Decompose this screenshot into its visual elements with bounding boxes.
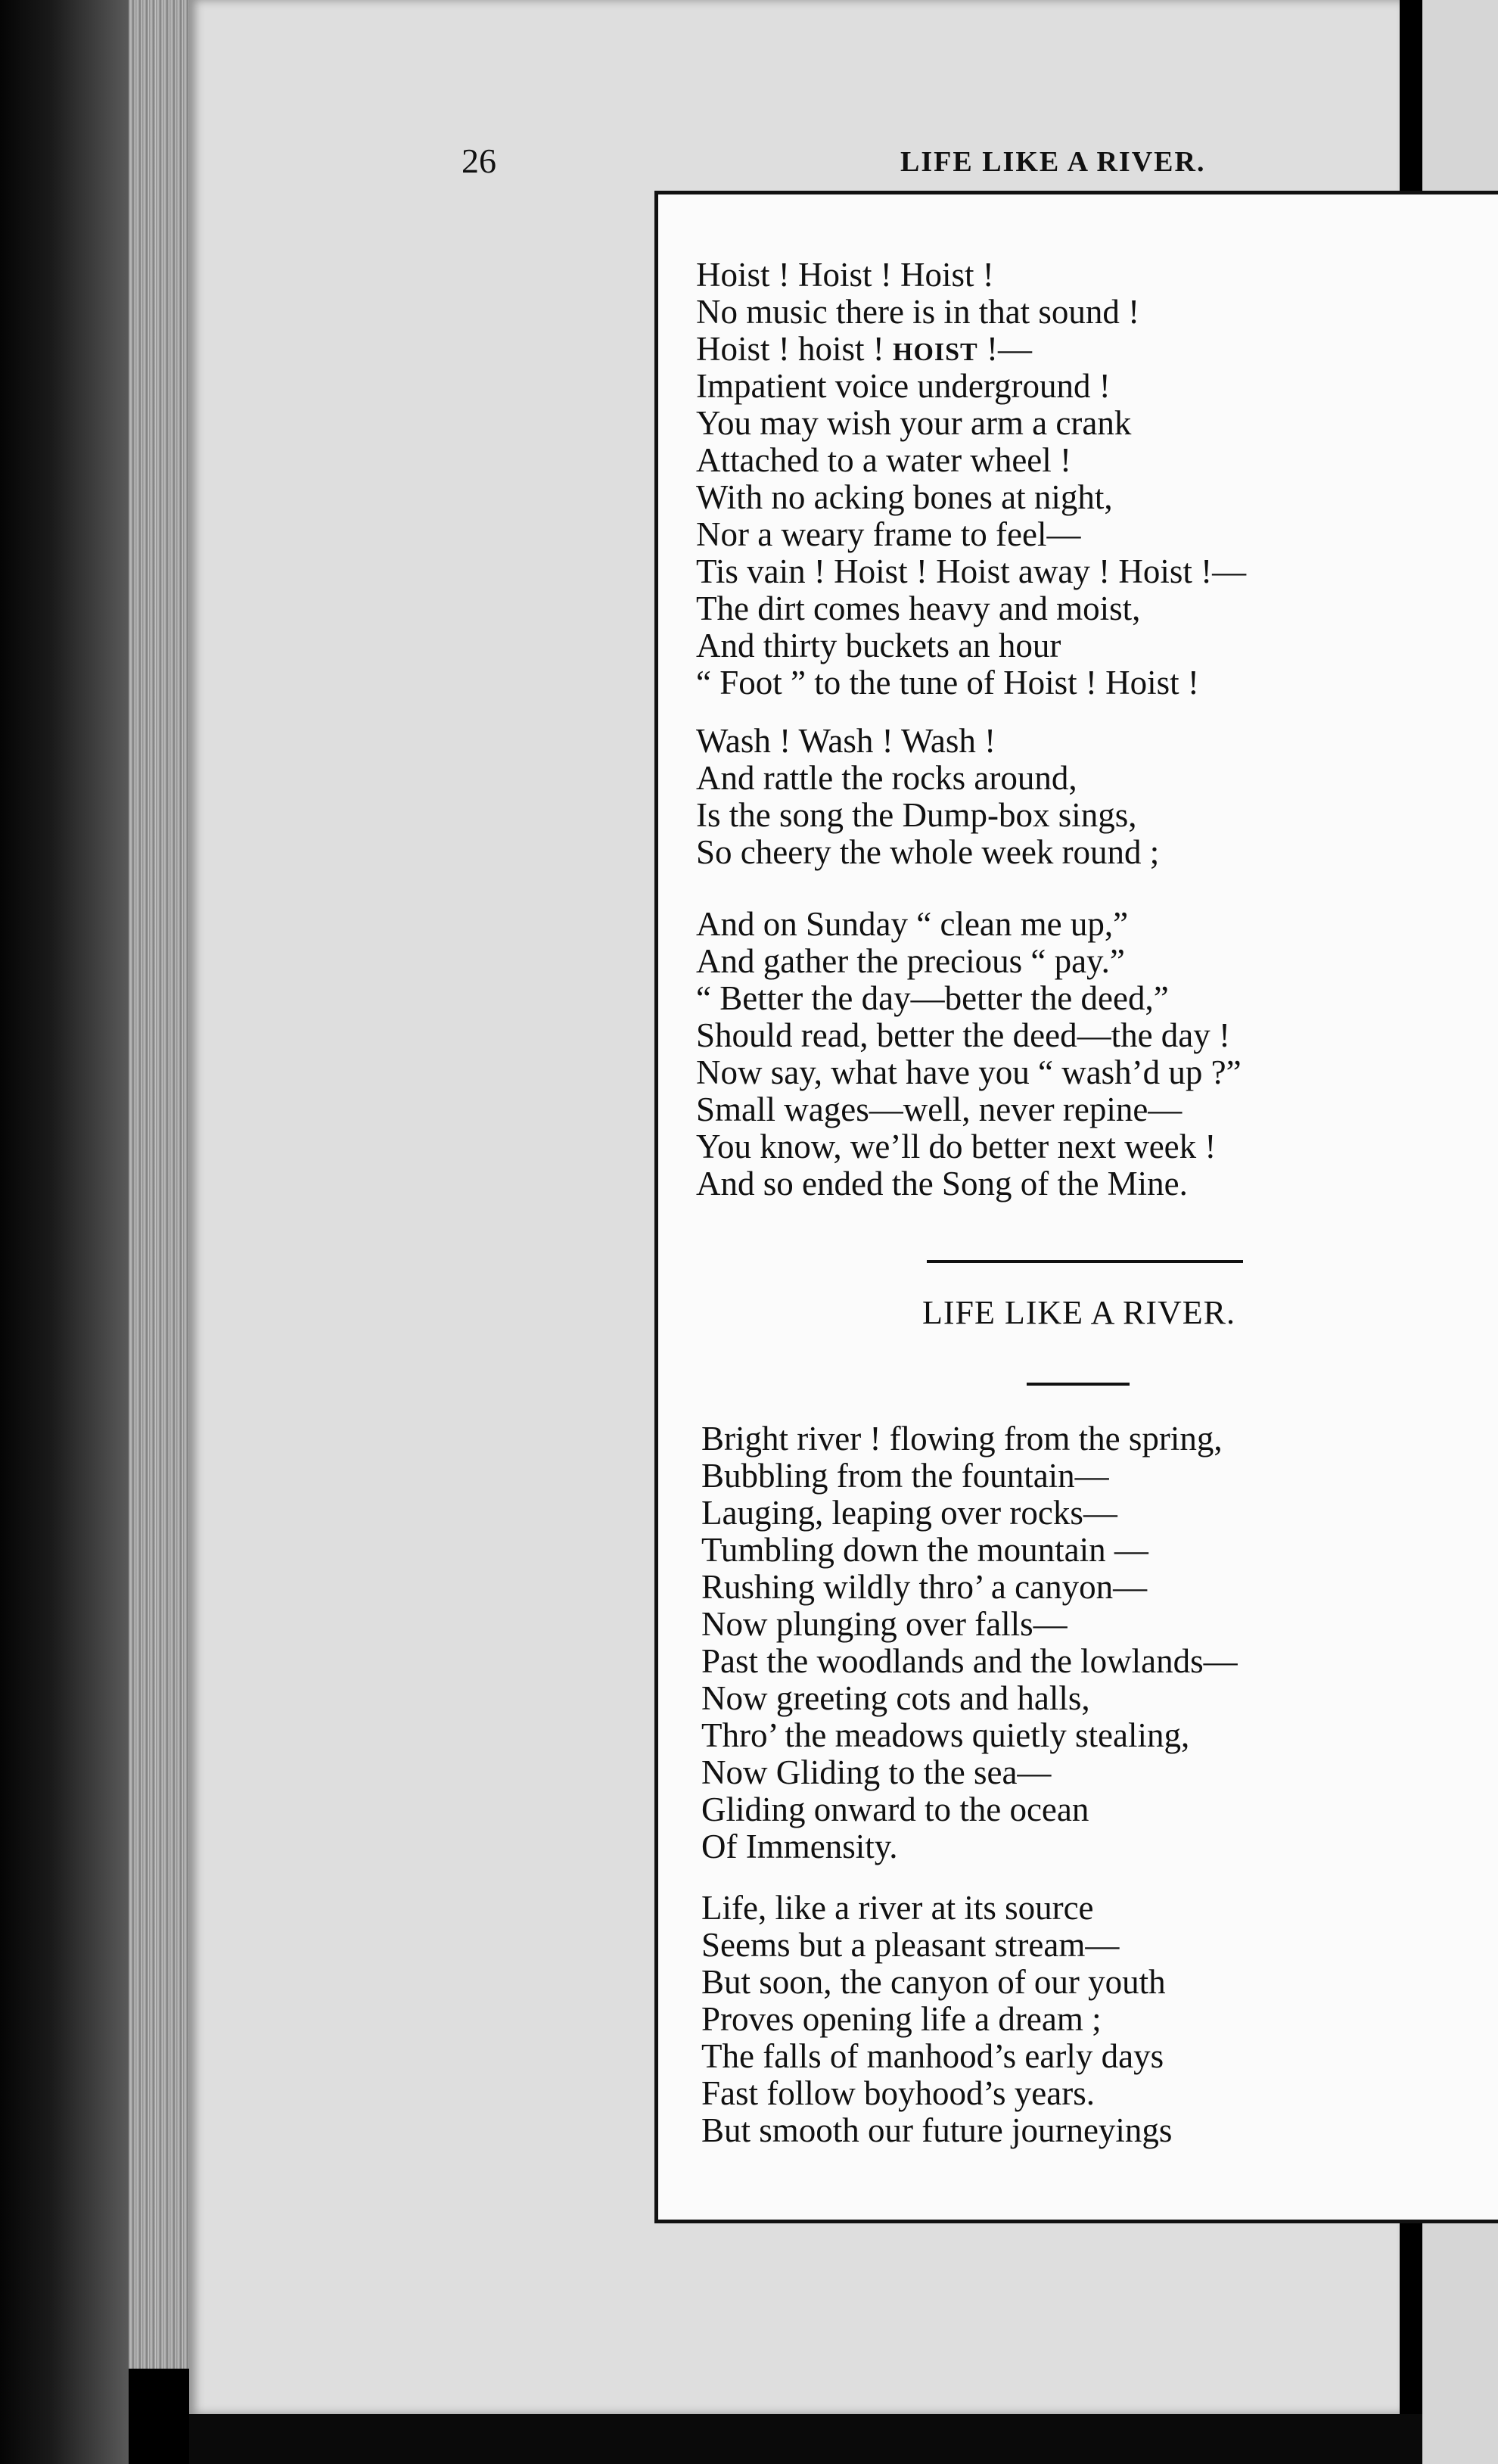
- poem-line: You know, we’ll do better next week !: [696, 1128, 1217, 1165]
- poem-title: LIFE LIKE A RIVER.: [922, 1294, 1235, 1331]
- poem-line: Rushing wildly thro’ a canyon—: [701, 1568, 1148, 1606]
- poem-line: Now say, what have you “ wash’d up ?”: [696, 1053, 1242, 1091]
- poem-line: But soon, the canyon of our youth: [701, 1963, 1166, 2001]
- poem-line: Nor a weary frame to feel—: [696, 515, 1081, 553]
- book-spine: [0, 0, 129, 2464]
- poem-line: Now Gliding to the sea—: [701, 1753, 1052, 1791]
- title-rule: [1027, 1383, 1130, 1386]
- poem-line-end: !—: [977, 330, 1032, 368]
- running-head-title: LIFE LIKE A RIVER.: [900, 146, 1206, 178]
- poem-line: Of Immensity.: [701, 1828, 898, 1865]
- poem-line: Hoist ! Hoist ! Hoist !: [696, 256, 994, 294]
- poem-frame: [654, 191, 1498, 2223]
- poem-line: And on Sunday “ clean me up,”: [696, 905, 1129, 943]
- river-stanza-1: [701, 1420, 1238, 1865]
- poem-line: Past the woodlands and the lowlands—: [701, 1642, 1238, 1680]
- poem-line: Should read, better the deed—the day !: [696, 1016, 1231, 1054]
- poem-line: Thro’ the meadows quietly stealing,: [701, 1716, 1190, 1754]
- poem-line: Wash ! Wash ! Wash !: [696, 722, 996, 760]
- poem-line: Proves opening life a dream ;: [701, 2000, 1102, 2038]
- mine-stanza-3: [696, 906, 1242, 1202]
- poem-line: Fast follow boyhood’s years.: [701, 2074, 1095, 2112]
- page-number: 26: [462, 142, 496, 180]
- poem-line: Is the song the Dump-box sings,: [696, 796, 1137, 834]
- poem-line: Attached to a water wheel !: [696, 441, 1072, 479]
- poem-line: No music there is in that sound !: [696, 293, 1140, 331]
- mine-stanza-2: [696, 723, 1159, 871]
- poem-line: Now plunging over falls—: [701, 1605, 1068, 1643]
- poem-line: Lauging, leaping over rocks—: [701, 1494, 1117, 1532]
- poem-line-start: Hoist ! hoist !: [696, 330, 884, 368]
- poem-line: The falls of manhood’s early days: [701, 2037, 1164, 2075]
- poem-line: With no acking bones at night,: [696, 478, 1113, 516]
- river-stanza-2: [701, 1890, 1172, 2149]
- poem-line: [696, 331, 1246, 368]
- poem-line: Small wages—well, never repine—: [696, 1090, 1183, 1128]
- poem-line: Tumbling down the mountain —: [701, 1531, 1148, 1569]
- poem-line: Impatient voice underground !: [696, 367, 1111, 405]
- poem-line: Seems but a pleasant stream—: [701, 1926, 1120, 1964]
- mine-stanza-1: [696, 257, 1246, 702]
- poem-line: Gliding onward to the ocean: [701, 1790, 1089, 1828]
- poem-line: And thirty buckets an hour: [696, 627, 1061, 664]
- running-head: [189, 141, 1400, 186]
- poem-line: Tis vain ! Hoist ! Hoist away ! Hoist !—: [696, 552, 1247, 590]
- book-page: [189, 0, 1400, 2414]
- poem-line: But smooth our future journeyings: [701, 2111, 1173, 2149]
- poem-line: And so ended the Song of the Mine.: [696, 1165, 1188, 1202]
- poem-line: Life, like a river at its source: [701, 1889, 1094, 1927]
- poem-line: And gather the precious “ pay.”: [696, 942, 1125, 980]
- poem-line: “ Better the day—better the deed,”: [696, 979, 1169, 1017]
- poem-line: Bubbling from the fountain—: [701, 1457, 1109, 1495]
- poem-line: Now greeting cots and halls,: [701, 1679, 1090, 1717]
- poem-line: So cheery the whole week round ;: [696, 833, 1160, 871]
- poem-line: The dirt comes heavy and moist,: [696, 590, 1141, 627]
- poem-line: “ Foot ” to the tune of Hoist ! Hoist !: [696, 664, 1199, 702]
- poem-line-smallcaps: HOIST: [893, 338, 978, 366]
- page-bottom-shadow: [189, 2414, 1422, 2464]
- section-divider: [927, 1260, 1243, 1263]
- poem-line: You may wish your arm a crank: [696, 404, 1132, 442]
- page-edges: [129, 0, 197, 2369]
- poem-line: And rattle the rocks around,: [696, 759, 1077, 797]
- poem-line: Bright river ! flowing from the spring,: [701, 1420, 1223, 1458]
